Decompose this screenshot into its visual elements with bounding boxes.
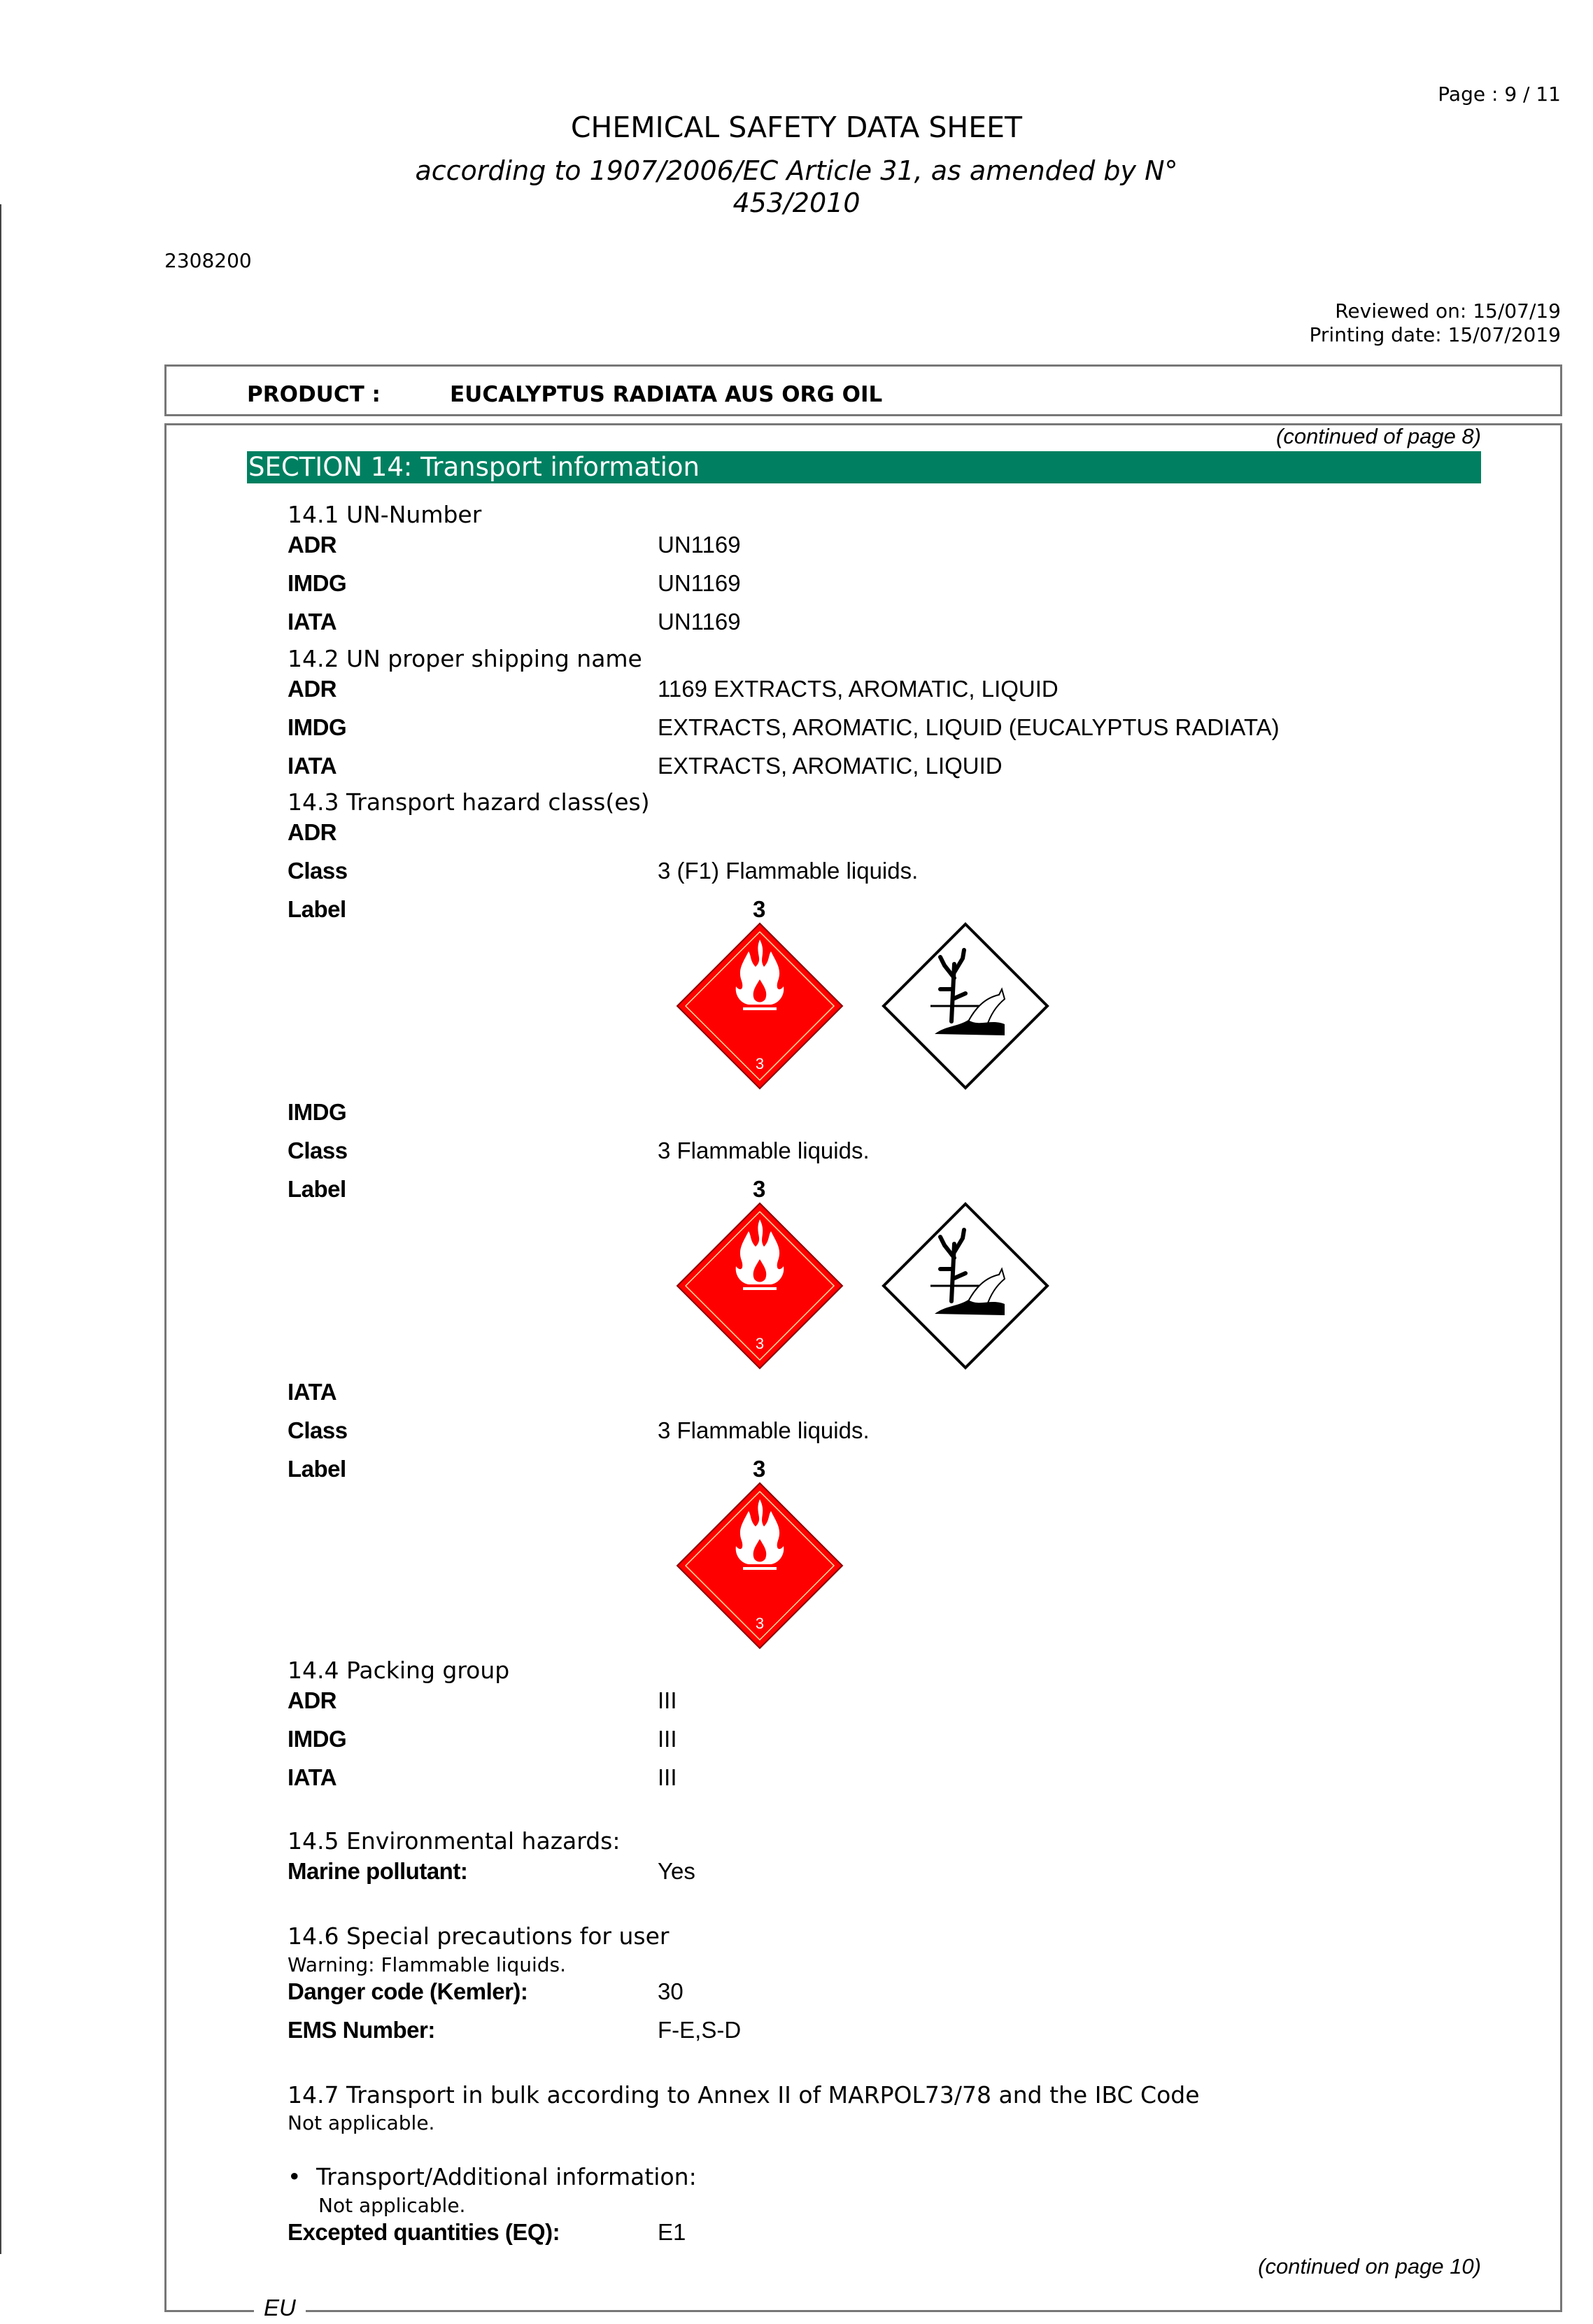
un-number-label-imdg: IMDG — [288, 570, 347, 596]
hazard-label-label-iata: Label — [288, 1456, 346, 1482]
subsection-heading-14-7: 14.7 Transport in bulk according to Annex II of MARPOL73/78 and the IBC Code — [288, 2081, 1200, 2109]
subsection-heading-14-5: 14.5 Environmental hazards: — [288, 1827, 621, 1855]
regulation-subtitle-line2: 453/2010 — [732, 187, 861, 218]
ems-number-value: F-E,S-D — [658, 2017, 742, 2043]
continued-from-note: (continued of page 8) — [1276, 424, 1481, 448]
bulk-transport-text: Not applicable. — [288, 2111, 435, 2134]
bullet-icon: • — [288, 2163, 302, 2190]
excepted-quantities-value: E1 — [658, 2219, 686, 2245]
un-number-value-imdg: UN1169 — [658, 570, 741, 596]
shipping-name-value-iata: EXTRACTS, AROMATIC, LIQUID — [658, 753, 1003, 779]
printing-date: Printing date: 15/07/2019 — [1309, 323, 1561, 346]
ems-number-label: EMS Number: — [288, 2017, 435, 2043]
page-indicator: Page : 9 / 11 — [1438, 83, 1561, 106]
page-edge-rule — [0, 204, 1, 2254]
document-title: CHEMICAL SAFETY DATA SHEET — [570, 111, 1023, 144]
hazard-class-label-iata: Class — [288, 1417, 348, 1443]
un-number-label-iata: IATA — [288, 609, 337, 635]
packing-group-label-imdg: IMDG — [288, 1726, 347, 1752]
subsection-heading-14-2: 14.2 UN proper shipping name — [288, 645, 642, 672]
hazard-mode-adr: ADR — [288, 819, 337, 845]
hazard-label-number-iata: 3 — [753, 1456, 765, 1482]
hazard-class-value-imdg: 3 Flammable liquids. — [658, 1138, 870, 1163]
packing-group-value-iata: III — [658, 1764, 677, 1790]
kemler-code-label: Danger code (Kemler): — [288, 1978, 528, 2004]
subsection-heading-14-1: 14.1 UN-Number — [288, 501, 482, 528]
subsection-heading-14-6: 14.6 Special precautions for user — [288, 1922, 670, 1950]
hazard-label-label-adr: Label — [288, 896, 346, 922]
marine-pollutant-value: Yes — [658, 1858, 695, 1884]
hazard-mode-iata: IATA — [288, 1379, 337, 1405]
environmental-hazard-pictogram — [882, 1202, 1049, 1370]
hazard-label-number-imdg: 3 — [753, 1176, 765, 1202]
additional-info-text: Not applicable. — [318, 2194, 466, 2217]
shipping-name-value-adr: 1169 EXTRACTS, AROMATIC, LIQUID — [658, 676, 1059, 702]
environmental-hazard-pictogram — [882, 922, 1049, 1090]
reviewed-date: Reviewed on: 15/07/19 — [1335, 299, 1561, 323]
document-number: 2308200 — [164, 249, 252, 272]
footer-region-label: EU — [254, 2295, 306, 2321]
hazard-class-value-adr: 3 (F1) Flammable liquids. — [658, 858, 919, 884]
shipping-name-label-iata: IATA — [288, 753, 337, 779]
hazard-class-label-adr: Class — [288, 858, 348, 884]
precaution-warning: Warning: Flammable liquids. — [288, 1953, 567, 1976]
subsection-heading-14-3: 14.3 Transport hazard class(es) — [288, 788, 650, 816]
product-label: PRODUCT : — [247, 382, 381, 407]
additional-info-heading: Transport/Additional information: — [316, 2163, 697, 2190]
shipping-name-value-imdg: EXTRACTS, AROMATIC, LIQUID (EUCALYPTUS RADIATA) — [658, 714, 1280, 740]
regulation-subtitle-line1: according to 1907/2006/EC Article 31, as amended by N° — [415, 155, 1178, 186]
excepted-quantities-label: Excepted quantities (EQ): — [288, 2219, 560, 2245]
un-number-value-adr: UN1169 — [658, 532, 741, 558]
hazard-label-number-adr: 3 — [753, 896, 765, 922]
kemler-code-value: 30 — [658, 1978, 684, 2004]
flammable-liquid-pictogram — [676, 1482, 844, 1650]
packing-group-label-iata: IATA — [288, 1764, 337, 1790]
marine-pollutant-label: Marine pollutant: — [288, 1858, 468, 1884]
hazard-mode-imdg: IMDG — [288, 1099, 347, 1125]
packing-group-value-imdg: III — [658, 1726, 677, 1752]
product-name: EUCALYPTUS RADIATA AUS ORG OIL — [450, 382, 883, 407]
section-header: SECTION 14: Transport information — [247, 451, 1481, 483]
flammable-liquid-pictogram — [676, 1202, 844, 1370]
shipping-name-label-adr: ADR — [288, 676, 337, 702]
shipping-name-label-imdg: IMDG — [288, 714, 347, 740]
packing-group-label-adr: ADR — [288, 1687, 337, 1713]
hazard-label-label-imdg: Label — [288, 1176, 346, 1202]
hazard-class-label-imdg: Class — [288, 1138, 348, 1163]
continued-on-note: (continued on page 10) — [1258, 2254, 1481, 2279]
subsection-heading-14-4: 14.4 Packing group — [288, 1657, 510, 1684]
flammable-liquid-pictogram — [676, 922, 844, 1090]
un-number-label-adr: ADR — [288, 532, 337, 558]
hazard-class-value-iata: 3 Flammable liquids. — [658, 1417, 870, 1443]
packing-group-value-adr: III — [658, 1687, 677, 1713]
un-number-value-iata: UN1169 — [658, 609, 741, 635]
